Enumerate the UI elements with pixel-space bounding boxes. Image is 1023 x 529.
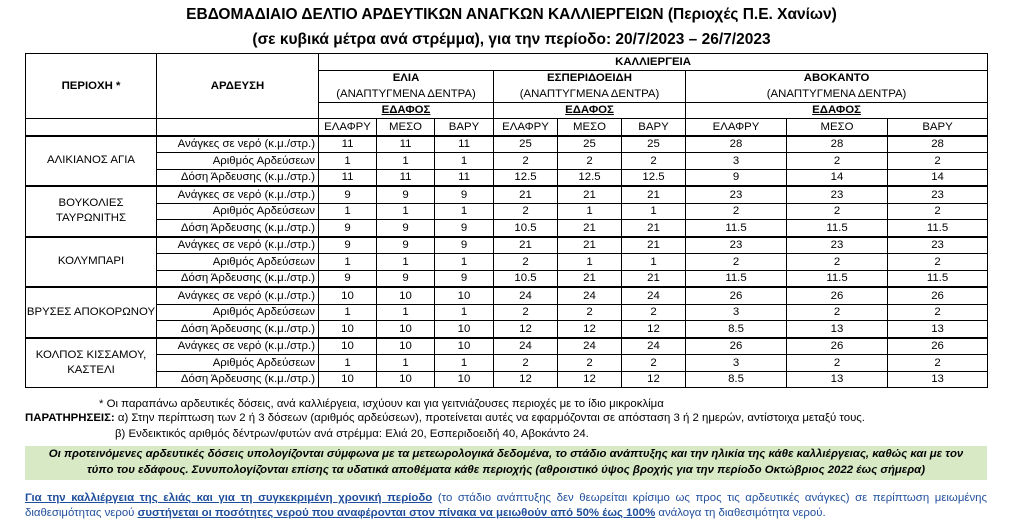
value-cell: 10: [435, 371, 494, 388]
soil-header-olive: ΕΔΑΦΟΣ: [319, 102, 494, 119]
blank-cell: [26, 119, 157, 136]
advisory-part-1: Για την καλλιέργεια της ελιάς και για τη συγκεκριμένη χρονική περίοδο: [25, 492, 433, 504]
methodology-line-2: τύπο του εδάφους. Συνυπολογίζονται επίσης τα υδατικά αποθέματα κάθε περιοχής (αθροιστικό ύψος βροχής για την περίοδο Οκτώβριος 2022 έως σήμερα): [87, 464, 925, 476]
soil-header-avocado: ΕΔΑΦΟΣ: [686, 102, 988, 119]
value-cell: 24: [558, 338, 622, 355]
row-label: Ανάγκες σε νερό (κ.μ./στρ.): [157, 287, 319, 304]
row-label: Ανάγκες σε νερό (κ.μ./στρ.): [157, 338, 319, 355]
value-cell: 26: [686, 338, 787, 355]
value-cell: 10: [319, 338, 377, 355]
value-cell: 3: [686, 304, 787, 321]
value-cell: 9: [319, 220, 377, 237]
crop-avocado: ΑΒΟΚΑΝΤΟ: [686, 70, 988, 86]
value-cell: 24: [494, 287, 558, 304]
table-row: [26, 338, 988, 355]
value-cell: 28: [686, 136, 787, 153]
value-cell: 10: [377, 371, 435, 388]
table-row: [26, 153, 988, 170]
table-row: [26, 186, 988, 203]
crops-header: ΚΑΛΛΙΕΡΓΕΙΑ: [319, 54, 988, 71]
table-body: [26, 136, 988, 388]
region-name: ΚΟΛΠΟΣ ΚΙΣΣΑΜΟΥ, ΚΑΣΤΕΛΙ: [26, 338, 157, 388]
region-name: ΑΛΙΚΙΑΝΟΣ ΑΓΙΑ: [26, 136, 157, 187]
value-cell: 11: [319, 136, 377, 153]
value-cell: 10: [435, 338, 494, 355]
value-cell: 1: [377, 254, 435, 271]
value-cell: 23: [888, 186, 988, 203]
value-cell: 2: [888, 304, 988, 321]
value-cell: 1: [319, 153, 377, 170]
row-label: Αριθμός Αρδεύσεων: [157, 355, 319, 372]
soil-light: ΕΛΑΦΡΥ: [686, 119, 787, 136]
value-cell: 1: [622, 254, 686, 271]
value-cell: 2: [888, 254, 988, 271]
advisory-part-4: ανάλογα τη διαθεσιμότητα νερού.: [655, 507, 826, 519]
value-cell: 25: [494, 136, 558, 153]
value-cell: 28: [787, 136, 888, 153]
row-label: Αριθμός Αρδεύσεων: [157, 153, 319, 170]
value-cell: 21: [558, 220, 622, 237]
value-cell: 2: [494, 304, 558, 321]
value-cell: 23: [686, 186, 787, 203]
value-cell: 1: [435, 355, 494, 372]
methodology-note: [25, 446, 987, 480]
value-cell: 1: [435, 304, 494, 321]
value-cell: 21: [558, 270, 622, 287]
table-row: [26, 270, 988, 287]
methodology-line-1: Οι προτεινόμενες αρδευτικές δόσεις υπολογίζονται σύμφωνα με τα μετεωρολογικά δεδομένα, το στάδιο ανάπτυξης και την ηλικία της κάθε καλλιέργειας, καθώς και με τον: [48, 448, 964, 460]
value-cell: 13: [787, 321, 888, 338]
value-cell: 12.5: [494, 169, 558, 186]
value-cell: 11: [377, 169, 435, 186]
value-cell: 11.5: [888, 220, 988, 237]
value-cell: 9: [435, 270, 494, 287]
value-cell: 13: [787, 371, 888, 388]
table-row: [26, 254, 988, 271]
table-row: [26, 169, 988, 186]
value-cell: 10: [377, 321, 435, 338]
value-cell: 1: [319, 203, 377, 220]
table-row: [26, 321, 988, 338]
table-row: [26, 287, 988, 304]
value-cell: 2: [787, 153, 888, 170]
value-cell: 2: [888, 153, 988, 170]
value-cell: 11: [319, 169, 377, 186]
row-label: Αριθμός Αρδεύσεων: [157, 304, 319, 321]
value-cell: 21: [558, 186, 622, 203]
row-label: Ανάγκες σε νερό (κ.μ./στρ.): [157, 186, 319, 203]
value-cell: 26: [686, 287, 787, 304]
table-row: [26, 203, 988, 220]
soil-light: ΕΛΑΦΡΥ: [494, 119, 558, 136]
value-cell: 21: [494, 237, 558, 254]
soil-light: ΕΛΑΦΡΥ: [319, 119, 377, 136]
value-cell: 21: [494, 186, 558, 203]
soil-heavy: ΒΑΡΥ: [435, 119, 494, 136]
value-cell: 24: [494, 338, 558, 355]
table-row: [26, 371, 988, 388]
value-cell: 11.5: [686, 220, 787, 237]
value-cell: 1: [558, 203, 622, 220]
value-cell: 11: [377, 136, 435, 153]
value-cell: 10: [377, 287, 435, 304]
value-cell: 3: [686, 355, 787, 372]
row-label: Αριθμός Αρδεύσεων: [157, 203, 319, 220]
soil-medium: ΜΕΣΟ: [377, 119, 435, 136]
soil-heavy: ΒΑΡΥ: [622, 119, 686, 136]
remarks-label: ΠΑΡΑΤΗΡΗΣΕΙΣ:: [25, 412, 115, 424]
value-cell: 2: [787, 254, 888, 271]
crop-olive-sub: (ΑΝΑΠΤΥΓΜΕΝΑ ΔΕΝΤΡΑ): [319, 86, 494, 102]
value-cell: 2: [787, 355, 888, 372]
value-cell: 2: [686, 203, 787, 220]
value-cell: 10: [435, 287, 494, 304]
value-cell: 8.5: [686, 371, 787, 388]
table-row: [26, 220, 988, 237]
value-cell: 1: [622, 203, 686, 220]
value-cell: 11: [435, 136, 494, 153]
value-cell: 9: [319, 270, 377, 287]
value-cell: 23: [888, 237, 988, 254]
blank-cell: [157, 119, 319, 136]
value-cell: 9: [377, 186, 435, 203]
value-cell: 8.5: [686, 321, 787, 338]
value-cell: 2: [787, 304, 888, 321]
row-label: Δόση Άρδευσης (κ.μ./στρ.): [157, 371, 319, 388]
region-name: ΚΟΛΥΜΠΑΡΙ: [26, 237, 157, 288]
remarks: [25, 411, 865, 425]
value-cell: 24: [558, 287, 622, 304]
value-cell: 9: [435, 186, 494, 203]
soil-heavy: ΒΑΡΥ: [888, 119, 988, 136]
remark-b: β) Ενδεικτικός αριθμός δέντρων/φυτών ανά στρέμμα: Ελιά 20, Εσπεριδοειδή 40, Αβοκάντο 24.: [115, 428, 589, 440]
soil-medium: ΜΕΣΟ: [787, 119, 888, 136]
value-cell: 1: [435, 153, 494, 170]
value-cell: 2: [494, 254, 558, 271]
value-cell: 10: [319, 287, 377, 304]
value-cell: 23: [787, 237, 888, 254]
value-cell: 2: [558, 355, 622, 372]
row-label: Ανάγκες σε νερό (κ.μ./στρ.): [157, 136, 319, 153]
value-cell: 3: [686, 153, 787, 170]
row-label: Δόση Άρδευσης (κ.μ./στρ.): [157, 169, 319, 186]
value-cell: 2: [494, 355, 558, 372]
value-cell: 14: [787, 169, 888, 186]
value-cell: 10.5: [494, 220, 558, 237]
value-cell: 10: [435, 321, 494, 338]
value-cell: 12.5: [558, 169, 622, 186]
value-cell: 2: [787, 203, 888, 220]
value-cell: 9: [686, 169, 787, 186]
crop-avocado-sub: (ΑΝΑΠΤΥΓΜΕΝΑ ΔΕΝΤΡΑ): [686, 86, 988, 102]
value-cell: 1: [377, 153, 435, 170]
advisory-part-2: (το στάδιο ανάπτυξης δεν θεωρείται κρίσιμο ως προς τις αρδευτικές ανάγκες) σε περίπτωση μειωμένης διαθεσιμότητας νερού: [25, 492, 987, 519]
value-cell: 21: [622, 270, 686, 287]
value-cell: 1: [435, 254, 494, 271]
value-cell: 12: [558, 321, 622, 338]
value-cell: 12: [622, 371, 686, 388]
footnote: * Οι παραπάνω αρδευτικές δόσεις, ανά καλλιέργεια, ισχύουν και για γειτνιάζουσες περιοχές με το ίδιο μικροκλίμα: [99, 398, 664, 410]
table-row: [26, 237, 988, 254]
row-label: Δόση Άρδευσης (κ.μ./στρ.): [157, 321, 319, 338]
value-cell: 1: [319, 355, 377, 372]
soil-medium: ΜΕΣΟ: [558, 119, 622, 136]
value-cell: 2: [558, 153, 622, 170]
value-cell: 21: [558, 237, 622, 254]
value-cell: 24: [622, 287, 686, 304]
value-cell: 1: [319, 304, 377, 321]
value-cell: 11: [435, 169, 494, 186]
value-cell: 2: [558, 304, 622, 321]
row-label: Αριθμός Αρδεύσεων: [157, 254, 319, 271]
value-cell: 11.5: [787, 270, 888, 287]
value-cell: 1: [377, 355, 435, 372]
value-cell: 10: [319, 371, 377, 388]
value-cell: 21: [622, 237, 686, 254]
value-cell: 12: [622, 321, 686, 338]
value-cell: 2: [494, 153, 558, 170]
row-label: Δόση Άρδευσης (κ.μ./στρ.): [157, 220, 319, 237]
value-cell: 13: [888, 321, 988, 338]
soil-header-citrus: ΕΔΑΦΟΣ: [494, 102, 686, 119]
value-cell: 9: [377, 220, 435, 237]
remark-a: α) Στην περίπτωση των 2 ή 3 δόσεων (αριθμός αρδεύσεων), προτείνεται αυτές να εφαρμόζονται σε απόσταση 3 ή 2 ημερών, αντίστοιχα μεταξύ τους.: [117, 412, 865, 424]
row-label: Ανάγκες σε νερό (κ.μ./στρ.): [157, 237, 319, 254]
value-cell: 13: [888, 371, 988, 388]
value-cell: 26: [787, 287, 888, 304]
value-cell: 2: [622, 153, 686, 170]
value-cell: 12: [558, 371, 622, 388]
value-cell: 14: [888, 169, 988, 186]
value-cell: 26: [787, 338, 888, 355]
crop-citrus: ΕΣΠΕΡΙΔΟΕΙΔΗ: [494, 70, 686, 86]
value-cell: 1: [319, 254, 377, 271]
value-cell: 1: [377, 203, 435, 220]
region-name: ΒΟΥΚΟΛΙΕΣ ΤΑΥΡΩΝΙΤΗΣ: [26, 186, 157, 237]
value-cell: 2: [494, 203, 558, 220]
value-cell: 12: [494, 371, 558, 388]
bulletin-title: ΕΒΔΟΜΑΔΙΑΙΟ ΔΕΛΤΙΟ ΑΡΔΕΥΤΙΚΩΝ ΑΝΑΓΚΩΝ ΚΑΛΛΙΕΡΓΕΙΩΝ (Περιοχές Π.Ε. Χανίων): [186, 6, 837, 23]
value-cell: 2: [622, 355, 686, 372]
value-cell: 23: [787, 186, 888, 203]
olive-advisory: [25, 491, 987, 521]
table-row: [26, 304, 988, 321]
value-cell: 2: [888, 203, 988, 220]
value-cell: 9: [377, 237, 435, 254]
value-cell: 9: [435, 220, 494, 237]
value-cell: 25: [622, 136, 686, 153]
value-cell: 2: [888, 355, 988, 372]
value-cell: 11.5: [787, 220, 888, 237]
value-cell: 9: [435, 237, 494, 254]
value-cell: 10: [319, 321, 377, 338]
value-cell: 26: [888, 338, 988, 355]
value-cell: 1: [377, 304, 435, 321]
value-cell: 26: [888, 287, 988, 304]
value-cell: 11.5: [888, 270, 988, 287]
row-label: Δόση Άρδευσης (κ.μ./στρ.): [157, 270, 319, 287]
value-cell: 9: [319, 237, 377, 254]
value-cell: 10.5: [494, 270, 558, 287]
value-cell: 12: [494, 321, 558, 338]
region-name: ΒΡΥΣΕΣ ΑΠΟΚΟΡΩΝΟΥ: [26, 287, 157, 338]
bulletin-subtitle: (σε κυβικά μέτρα ανά στρέμμα), για την περίοδο: 20/7/2023 – 26/7/2023: [252, 31, 771, 48]
crop-citrus-sub: (ΑΝΑΠΤΥΓΜΕΝΑ ΔΕΝΤΡΑ): [494, 86, 686, 102]
value-cell: 9: [319, 186, 377, 203]
value-cell: 21: [622, 186, 686, 203]
table-row: [26, 136, 988, 153]
value-cell: 10: [377, 338, 435, 355]
value-cell: 25: [558, 136, 622, 153]
value-cell: 12.5: [622, 169, 686, 186]
irrigation-header: ΑΡΔΕΥΣΗ: [157, 54, 319, 119]
value-cell: 28: [888, 136, 988, 153]
value-cell: 11.5: [686, 270, 787, 287]
value-cell: 9: [377, 270, 435, 287]
crop-olive: ΕΛΙΑ: [319, 70, 494, 86]
value-cell: 21: [622, 220, 686, 237]
advisory-part-3: συστήνεται οι ποσότητες νερού που αναφέρονται στον πίνακα να μειωθούν από 50% έως 100%: [137, 507, 656, 519]
value-cell: 1: [435, 203, 494, 220]
table-row: [26, 355, 988, 372]
irrigation-table: [25, 53, 988, 388]
value-cell: 23: [686, 237, 787, 254]
value-cell: 2: [622, 304, 686, 321]
value-cell: 1: [558, 254, 622, 271]
region-header: ΠΕΡΙΟΧΗ *: [26, 54, 157, 119]
value-cell: 24: [622, 338, 686, 355]
value-cell: 2: [686, 254, 787, 271]
